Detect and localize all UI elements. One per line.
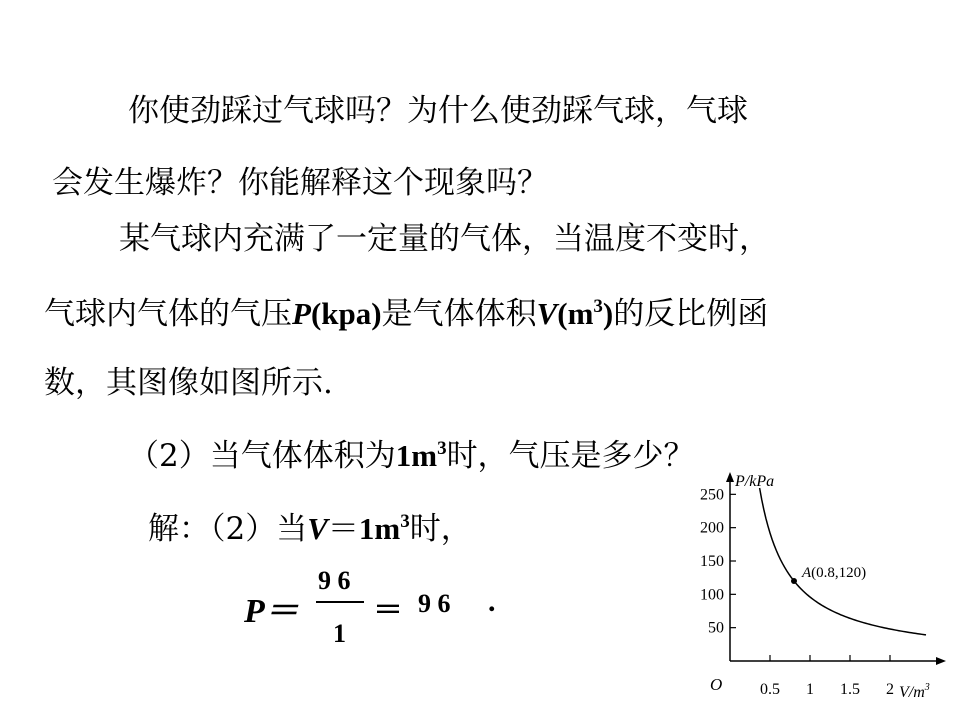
origin-label: O bbox=[710, 675, 723, 694]
intro-line-1-text: 你使劲踩过气球吗？为什么使劲踩气球，气球 bbox=[128, 93, 748, 129]
solution-a: 解：（2）当 bbox=[148, 511, 308, 547]
problem-line-1-text: 某气球内充满了一定量的气体，当温度不变时， bbox=[119, 221, 770, 257]
problem-line-1 bbox=[119, 221, 770, 257]
problem-line-2 bbox=[44, 298, 768, 330]
formula-equals: ＝ bbox=[373, 594, 403, 627]
problem-line-2-b: 是气体体积 bbox=[381, 296, 537, 332]
problem-line-2-a: 气球内气体的气压 bbox=[44, 296, 292, 332]
question-2 bbox=[128, 440, 695, 472]
question-2-c: 时，气压是多少？ bbox=[446, 438, 695, 474]
y-tick-label: 100 bbox=[700, 586, 724, 604]
formula-numerator: 9 6 bbox=[318, 566, 351, 595]
inverse-curve bbox=[760, 488, 926, 635]
formula-result: 9 6 bbox=[418, 589, 451, 618]
y-tick-label: 150 bbox=[700, 553, 724, 570]
solution-c: 时， bbox=[409, 511, 472, 547]
problem-line-3 bbox=[44, 365, 333, 401]
intro-line-2 bbox=[52, 165, 548, 201]
y-axis-label: P/kPa bbox=[735, 473, 775, 490]
y-tick-label: 250 bbox=[700, 486, 724, 504]
solution-value-exponent: 3 bbox=[400, 511, 410, 532]
x-tick-label: 2 bbox=[886, 681, 894, 698]
volume-unit-base: (m bbox=[557, 296, 594, 331]
formula-denominator: 1 bbox=[333, 619, 346, 648]
formula-lhs: P＝ bbox=[244, 593, 299, 630]
pressure-symbol: P bbox=[292, 296, 311, 331]
volume-unit bbox=[557, 296, 613, 331]
point-a-marker bbox=[791, 578, 797, 584]
solution-line bbox=[148, 513, 472, 545]
pressure-unit: (kpa) bbox=[310, 296, 382, 331]
y-axis-arrow bbox=[726, 472, 734, 482]
volume-symbol: V bbox=[536, 296, 558, 331]
solution-value bbox=[359, 511, 410, 546]
problem-line-2-c: 的反比例函 bbox=[613, 296, 769, 332]
x-tick-label: 1 bbox=[806, 681, 814, 698]
question-2-value-exponent: 3 bbox=[437, 438, 447, 459]
x-tick-label: 1.5 bbox=[840, 681, 860, 698]
point-a-label: A(0.8,120) bbox=[802, 565, 867, 581]
solution-value-base: 1m bbox=[358, 511, 401, 546]
question-2-a: （2）当气体体积为 bbox=[128, 438, 396, 474]
formula-fraction-bar bbox=[316, 601, 364, 603]
pressure-volume-graph bbox=[680, 466, 950, 720]
problem-line-3-text: 数，其图像如图所示. bbox=[44, 365, 333, 401]
x-axis-arrow bbox=[936, 657, 946, 665]
y-tick-label: 200 bbox=[700, 519, 724, 537]
intro-line-2-text: 会发生爆炸？你能解释这个现象吗？ bbox=[52, 165, 548, 201]
question-2-value bbox=[396, 438, 447, 473]
x-axis-label: $V/m^3$ bbox=[899, 682, 930, 701]
volume-unit-exponent: 3 bbox=[593, 296, 603, 317]
y-tick-label: 50 bbox=[708, 619, 724, 637]
question-2-value-base: 1m bbox=[395, 438, 438, 473]
volume-unit-close: ) bbox=[602, 296, 614, 331]
formula-period: . bbox=[488, 585, 496, 618]
solution-equals: ＝ bbox=[327, 511, 359, 547]
intro-line-1 bbox=[128, 93, 748, 129]
solution-volume-symbol: V bbox=[307, 511, 328, 546]
x-tick-label: 0.5 bbox=[760, 681, 780, 698]
